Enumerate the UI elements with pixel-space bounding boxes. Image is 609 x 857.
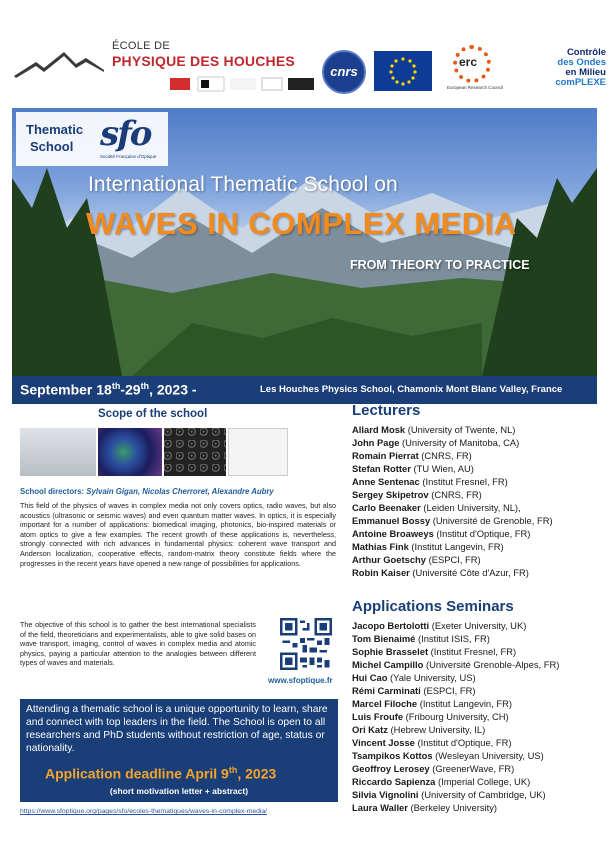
person-entry — [352, 449, 607, 462]
deadline-sup: th — [228, 765, 238, 775]
person-affiliation: (Institut Langevin, FR) — [417, 698, 512, 709]
person-entry — [352, 475, 607, 488]
person-affiliation: (GreenerWave, FR) — [429, 763, 515, 774]
call-to-action-box — [20, 699, 338, 802]
person-name: Tsampikos Kottos — [352, 750, 433, 761]
sfo-website-link[interactable]: www.sfoptique.fr — [268, 676, 333, 685]
thumbnail-speckle-image — [98, 428, 162, 476]
logo-bar — [0, 0, 609, 108]
person-name: Ori Katz — [352, 724, 388, 735]
seminars-list — [352, 619, 607, 814]
sfo-subtitle: Société Française d'Optique — [100, 154, 157, 159]
person-affiliation: (Fribourg University, CH) — [403, 711, 509, 722]
lecturers-list — [352, 423, 607, 579]
person-entry — [352, 632, 607, 645]
sfo-logo: sfo — [100, 114, 151, 154]
person-name: Hui Cao — [352, 672, 388, 683]
person-name: Riccardo Sapienza — [352, 776, 436, 787]
person-name: Sophie Brasselet — [352, 646, 429, 657]
person-affiliation: (Berkeley University) — [407, 802, 498, 813]
hero-banner — [12, 108, 597, 376]
qr-code-icon — [280, 618, 332, 670]
person-affiliation: (Exeter University, UK) — [429, 620, 527, 631]
scope-title: Scope of the school — [98, 408, 208, 420]
person-name: Emmanuel Bossy — [352, 515, 431, 526]
hero-title-line1: International Thematic School on — [88, 173, 398, 196]
person-entry — [352, 514, 607, 527]
person-entry — [352, 619, 607, 632]
person-affiliation: (Institut d'Optique, FR) — [414, 737, 512, 748]
person-affiliation: (CNRS, FR) — [418, 450, 472, 461]
person-name: Arthur Goetschy — [352, 554, 426, 565]
scope-paragraph-1: This field of the physics of waves in complex media not only covers optics, radio waves, but also acoustics (ultrasonic or seismic waves) and even quantum matter waves. In optics, it is especially important for a number of applications: biomedical imaging, photonics, bio-inspired materials or atom optics to give a few examples. The recent growth of these applications is, nevertheless, strongly connected with rich advances in fundamental physics: coherent wave transport and Anderson localization, cooperative effects, random-matrix theory constitute fields where the progresses in the recent years have opened a new range of possibilities for applications. — [20, 501, 336, 568]
cmc-line3: en Milieu — [565, 67, 606, 78]
seminars-heading: Applications Seminars — [352, 598, 514, 615]
person-affiliation: (Université Grenoble-Alpes, FR) — [423, 659, 560, 670]
person-name: Marcel Filoche — [352, 698, 418, 709]
person-name: Stefan Rotter — [352, 463, 411, 474]
person-name: Carlo Beenaker — [352, 502, 421, 513]
person-entry — [352, 488, 607, 501]
person-entry — [352, 501, 607, 514]
cmc-line2: des Ondes — [557, 57, 606, 68]
person-entry — [352, 723, 607, 736]
person-name: Mathias Fink — [352, 541, 409, 552]
person-affiliation: (Leiden University, NL), — [420, 502, 521, 513]
date-sup2: th — [140, 381, 150, 391]
directors-label: School directors: — [20, 487, 85, 496]
thematic-school-badge — [16, 112, 168, 166]
erc-subtitle: European Research Council — [447, 85, 504, 90]
person-name: Sergey Skipetrov — [352, 489, 429, 500]
person-entry — [352, 566, 607, 579]
person-affiliation: (University of Cambridge, UK) — [418, 789, 546, 800]
deadline-prefix: Application deadline April 9 — [45, 765, 229, 782]
school-url-link[interactable]: https://www.sfoptique.org/pages/sfo/ecoles-thematiques/waves-in-complex-media/ — [20, 808, 268, 815]
person-affiliation: (ESPCI, FR) — [420, 685, 476, 696]
person-entry — [352, 462, 607, 475]
erc-logo — [447, 45, 507, 101]
person-name: Michel Campillo — [352, 659, 424, 670]
person-entry — [352, 749, 607, 762]
person-entry — [352, 775, 607, 788]
houches-line1: ÉCOLE DE — [112, 40, 171, 52]
person-affiliation: (Institut ISIS, FR) — [415, 633, 490, 644]
person-entry — [352, 527, 607, 540]
date-end: -29 — [120, 381, 141, 398]
person-entry — [352, 762, 607, 775]
person-entry — [352, 658, 607, 671]
person-name: Romain Pierrat — [352, 450, 419, 461]
houches-line2: PHYSIQUE DES HOUCHES — [112, 53, 295, 69]
thumbnail-samples-image — [20, 428, 96, 476]
person-affiliation: (Université de Grenoble, FR) — [430, 515, 553, 526]
person-affiliation: (Hebrew University, IL) — [387, 724, 486, 735]
person-name: Antoine Broaweys — [352, 528, 434, 539]
date-sup1: th — [111, 381, 121, 391]
person-affiliation: (Institut Fresnel, FR) — [428, 646, 517, 657]
cmc-line4: comPLEXE — [555, 77, 606, 88]
date-year: , 2023 - — [149, 381, 197, 398]
person-entry — [352, 788, 607, 801]
person-affiliation: (University of Twente, NL) — [405, 424, 516, 435]
school-directors — [20, 487, 274, 496]
person-name: Laura Waller — [352, 802, 408, 813]
eu-flag-icon — [374, 51, 432, 91]
person-entry — [352, 710, 607, 723]
cta-text: Attending a thematic school is a unique opportunity to learn, share and connect with top leaders in the field. The School is open to all researchers and PhD students without restriction of age, status or nationality. — [26, 704, 328, 754]
person-affiliation: (Imperial College, UK) — [435, 776, 531, 787]
cta-note: (short motivation letter + abstract) — [109, 786, 249, 796]
person-affiliation: (ESPCI, FR) — [425, 554, 481, 565]
cmc-logo — [518, 48, 606, 98]
badge-line2: School — [30, 139, 74, 154]
hero-subtitle: FROM THEORY TO PRACTICE — [350, 258, 530, 272]
person-affiliation: (Institut Fresnel, FR) — [419, 476, 508, 487]
person-name: John Page — [352, 437, 400, 448]
person-name: Allard Mosk — [352, 424, 406, 435]
person-entry — [352, 645, 607, 658]
application-deadline — [45, 765, 276, 782]
person-affiliation: (Institut Langevin, FR) — [408, 541, 504, 552]
person-affiliation: (CNRS, FR) — [428, 489, 482, 500]
person-entry — [352, 540, 607, 553]
thumbnail-equations-image — [228, 428, 288, 476]
person-name: Geoffroy Lerosey — [352, 763, 430, 774]
event-location: Les Houches Physics School, Chamonix Mont Blanc Valley, France — [260, 384, 563, 395]
person-entry — [352, 697, 607, 710]
cnrs-logo — [322, 50, 366, 94]
scope-paragraph-2: The objective of this school is to gather the best international specialists of the field, theoreticians and experimentalists, able to give solid bases on wave transport, imaging, control of waves in complex media and atomic physics, paying a particular attention to the analogies between different types of waves and materials. — [20, 620, 256, 668]
person-name: Jacopo Bertolotti — [352, 620, 430, 631]
houches-mountain-icon — [14, 48, 104, 78]
date-start: September 18 — [20, 381, 112, 398]
person-affiliation: (Institut d'Optique, FR) — [433, 528, 531, 539]
person-name: Silvia Vignolini — [352, 789, 419, 800]
person-affiliation: (TU Wien, AU) — [410, 463, 474, 474]
lecturers-heading: Lecturers — [352, 402, 421, 419]
person-entry — [352, 436, 607, 449]
person-name: Luis Froufe — [352, 711, 404, 722]
person-entry — [352, 801, 607, 814]
person-name: Vincent Josse — [352, 737, 415, 748]
person-entry — [352, 671, 607, 684]
person-affiliation: (Wesleyan University, US) — [432, 750, 544, 761]
person-affiliation: (Yale University, US) — [387, 672, 476, 683]
person-name: Robin Kaiser — [352, 567, 410, 578]
person-name: Tom Bienaimé — [352, 633, 416, 644]
person-entry — [352, 423, 607, 436]
erc-text: erc — [459, 55, 478, 69]
date-band — [12, 376, 597, 404]
thumbnail-spheres-image — [164, 428, 226, 476]
badge-line1: Thematic — [26, 122, 84, 137]
person-entry — [352, 736, 607, 749]
person-name: Rémi Carminati — [352, 685, 421, 696]
cmc-line1: Contrôle — [566, 47, 606, 58]
partner-minilogos-icon — [170, 74, 315, 96]
person-entry — [352, 553, 607, 566]
deadline-suffix: , 2023 — [237, 765, 277, 782]
person-affiliation: (Université Côte d'Azur, FR) — [409, 567, 529, 578]
person-name: Anne Sentenac — [352, 476, 420, 487]
event-dates — [20, 381, 197, 398]
person-affiliation: (University of Manitoba, CA) — [399, 437, 520, 448]
hero-title-line2: WAVES IN COMPLEX MEDIA — [86, 206, 517, 241]
person-entry — [352, 684, 607, 697]
cnrs-text: cnrs — [330, 64, 358, 79]
directors-names: Sylvain Gigan, Nicolas Cherroret, Alexandre Aubry — [86, 487, 274, 496]
